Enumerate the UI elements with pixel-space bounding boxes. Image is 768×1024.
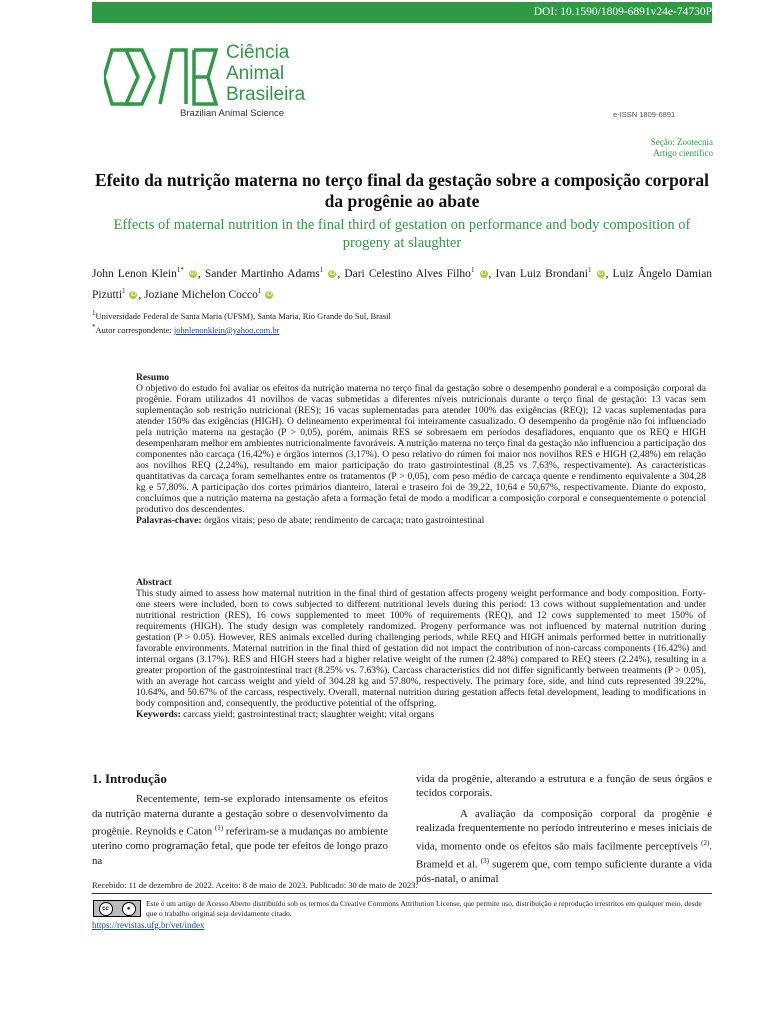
keywords-label-pt: Palavras-chave: (136, 515, 202, 526)
eissn: e-ISSN 1809-6891 (613, 110, 676, 119)
resumo-section (136, 372, 706, 526)
paragraph: vida da progênie, alterando a estrutura e a função de seus órgãos e tecidos corporais. (416, 773, 712, 800)
keywords-en: carcass yield; gastrointestinal tract; slaughter weight; vital organs (180, 709, 435, 720)
abstract-heading: Abstract (136, 577, 172, 588)
paragraph: Recentemente, tem-se explorado intensamente os efeitos da nutrição materna durante a gestação sobre o desenvolvimento da progênie. Reynolds e Caton $^{(1)}$ referiram-se a mudanças no ambiente uterino como programação fetal, que pode ter efeitos de longo prazo na (92, 793, 389, 867)
author-name: Dari Celestino Alves Filho (344, 267, 471, 280)
keywords-pt: órgãos vitais; peso de abate; rendimento de carcaça; trato gastrointestinal (201, 515, 485, 526)
orcid-icon[interactable]: iD (266, 292, 273, 299)
orcid-icon[interactable]: iD (480, 271, 487, 278)
author-name: Joziane Michelon Cocco (144, 288, 258, 301)
title-english: Effects of maternal nutrition in the final third of gestation on performance and body composition of progeny at slaughter (113, 217, 691, 251)
abstract-text: This study aimed to assess how maternal nutrition in the final third of gestation affects progeny weight performance and body composition. Forty-one steers were included, born to cows subjected to different nutritional levels during this period: 13 cows without supplementation and under nutritional restriction (RES), 16 cows supplemented to meet 100% of requirements (REQ), and 12 cows supplemented to meet 150% of requirements (HIGH). The study design was completely randomized. Progeny performance was not influenced by maternal nutrition during gestation (P > 0.05). However, RES animals excelled during challenging periods, while REQ and HIGH animals performed better in nutritionally favorable environments. Maternal nutrition in the final third of gestation did not impact the contribution of non-carcass components (16.42%) and internal organs (3.17%). RES and HIGH steers had a higher relative weight of the rumen (2.48%) compared to REQ steers (2.24%), resulting in a greater proportion of the gastrointestinal tract (8.25% vs. 7.63%). Carcass characteristics did not differ significantly between treatments (P > 0.05), with an average hot carcass weight and yield of 304.28 kg and 57.80%, respectively. The primary fore, side, and hind cuts represented 39.22%, 10.64%, and 50.67% of the carcass, respectively. Overall, maternal nutrition during gestation affects fetal development, leading to modifications in body composition and, consequently, the productive potential of the offspring. (136, 588, 706, 709)
section-info (651, 137, 713, 159)
creative-commons-badge[interactable] (93, 900, 141, 917)
article-type: Artigo científico (653, 148, 713, 158)
abstract-section (136, 577, 706, 720)
doi-bar (92, 2, 712, 23)
cab-logo-icon (104, 46, 220, 108)
affiliations: $^1$Universidade Federal de Santa Maria (UFSM), Santa Maria, Rio Grande do Sul, Brasil *Autor correspondente: johnlenonklein@yahoo.com.br (92, 309, 391, 335)
author-list: John Lenon Klein$^{1*}$ iD , Sander Martinho Adams$^1$ iD , Dari Celestino Alves Filho$^1$ iD , Ivan Luiz Brondani$^1$ iD , Luiz Ângelo Damian Pizutti$^1$ iD , Joziane Michelon Cocco$^1$ iD (92, 266, 713, 301)
orcid-icon[interactable]: iD (329, 271, 336, 278)
journal-name: Ciência Animal Brasileira (226, 42, 306, 105)
orcid-icon[interactable]: iD (130, 292, 137, 299)
citation-ref: (2) (701, 838, 710, 847)
journal-url-link[interactable]: https://revistas.ufg.br/vet/index (92, 920, 205, 930)
intro-left-column (92, 772, 388, 868)
journal-logo (104, 40, 304, 122)
orcid-icon[interactable]: iD (597, 271, 604, 278)
author-name: John Lenon Klein (92, 267, 177, 280)
affiliation-text: Universidade Federal de Santa Maria (UFSM), Santa Maria, Rio Grande do Sul, Brasil (95, 310, 391, 321)
author-name: Sander Martinho Adams (204, 267, 320, 280)
keywords-label-en: Keywords: (136, 709, 181, 720)
title-portuguese: Efeito da nutrição materna no terço final da gestação sobre a composição corporal da progênie ao abate (94, 170, 710, 211)
journal-subtitle: Brazilian Animal Science (180, 108, 285, 119)
footer-divider (92, 893, 712, 894)
section-heading: 1. Introdução (92, 771, 167, 786)
publication-dates: Recebido: 11 de dezembro de 2022. Aceito: 8 de maio de 2023. Publicado: 30 de maio de 2023. (92, 880, 418, 890)
orcid-icon[interactable]: iD (190, 271, 196, 278)
intro-right-column (416, 772, 712, 886)
author-name: Luiz Ângelo Damian Pizutti (92, 267, 713, 301)
citation-ref: (1) (214, 824, 224, 833)
corresponding-email-link[interactable]: johnlenonklein@yahoo.com.br (173, 324, 280, 335)
cc-icon: cc (99, 902, 113, 916)
paragraph: A avaliação da composição corporal da progênie é realizada frequentemente no período intreuterino e meses iniciais de vida, momento onde os efeitos são mais facilmente perceptíveis $^{(2)}$. Brameld et al. $^{(3)}$ sugerem que, com tempo suficiente durante a vida pós-natal, o animal (416, 807, 713, 885)
corresponding-label: Autor correspondente: (95, 324, 174, 335)
resumo-text: O objetivo do estudo foi avaliar os efeitos da nutrição materna no terço final da gestação sobre o desempenho ponderal e a composição corporal da progênie. Foram utilizados 41 novilhos de vacas submetidas a diferentes níveis nutricionais durante o terço final de gestação: 13 vacas sem suplementação sob restrição nutricional (RES); 16 vacas suplementadas para atender 100% das exigências (REQ); 12 vacas suplementadas para atender 150% das exigências (HIGH). O delineamento experimental foi inteiramente casualizado. O desempenho da progênie não foi influenciado pela nutrição materna na gestação (P > 0,05), porém, animais RES se sobresaem em períodos desafiadores, enquanto que os REQ e HIGH desempenharam melhor em ambientes nutricionalmente favoráveis. A nutrição materna no terço final da gestação não influenciou a participação dos componentes não carcaça (16,42%) e órgãos internos (3,17%). O peso relativo do rúmen foi maior nos novilhos RES e HIGH (2,48%) em relação aos novilhos REQ (2,24%), resultando em maior participação do trato gastrointestinal (8,25 vs 7,63%, respectivamente). As características quantitativas da carcaça foram semelhantes entre os tratamentos (P > 0,05), com peso médio de carcaça quente e rendimento equivalente a 304,28 kg e 57,80%. A participação dos cortes primários dianteiro, lateral e traseiro foi de 39,22, 10,64 e 50,67%, respectivamente. Diante do exposto, concluímos que a nutrição materna na gestação afeta a formação fetal de modo a modificar a composição corporal e consequentemente o potencial produtivo dos descendentes. (136, 383, 706, 515)
author-name: Ivan Luiz Brondani (495, 267, 588, 280)
section-label: Seção: Zootecnia (650, 137, 713, 147)
license-text: Este é um artigo de Acesso Aberto distribuído sob os termos da Creative Commons Attribution License, que permite uso, distribuição e reprodução irrestritos em qualquer meio, desde que o trabalho original seja devidamente citado. (146, 899, 702, 918)
doi-text[interactable]: DOI: 10.1590/1809-6891v24e-74730P (533, 6, 712, 18)
citation-ref: (3) (480, 856, 489, 865)
resumo-heading: Resumo (136, 372, 170, 383)
by-icon: ● (122, 902, 136, 916)
